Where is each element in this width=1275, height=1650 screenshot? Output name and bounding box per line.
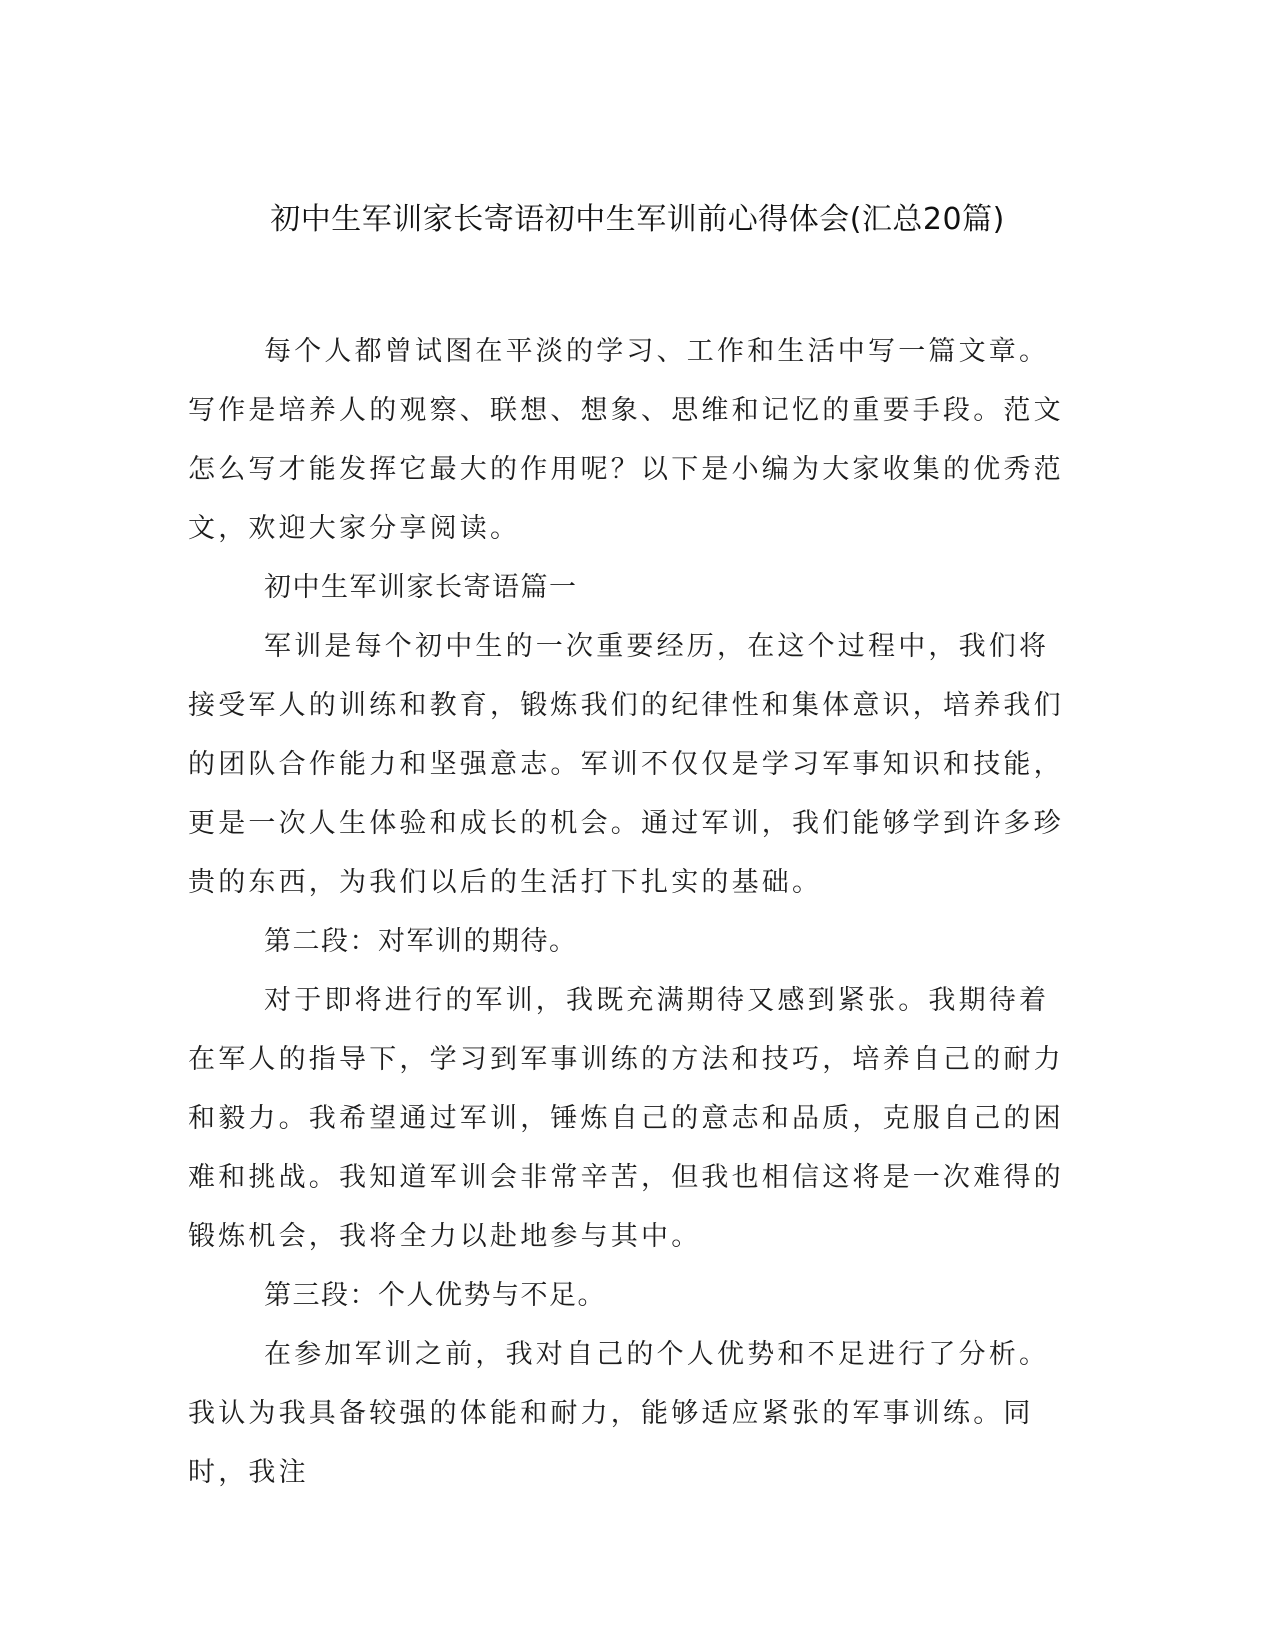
body-paragraph: 对于即将进行的军训，我既充满期待又感到紧张。我期待着在军人的指导下，学习到军事训练的方法和技巧，培养自己的耐力和毅力。我希望通过军训，锤炼自己的意志和品质，克服自己的困难和挑战。我知道军训会非常辛苦，但我也相信这将是一次难得的锻炼机会，我将全力以赴地参与其中。	[188, 985, 1064, 1252]
section-heading-second: 第二段：对军训的期待。	[264, 926, 578, 957]
document-title: 初中生军训家长寄语初中生军训前心得体会(汇总20篇)	[270, 202, 1005, 237]
intro-paragraph: 每个人都曾试图在平淡的学习、工作和生活中写一篇文章。写作是培养人的观察、联想、想象、思维和记忆的重要手段。范文怎么写才能发挥它最大的作用呢？以下是小编为大家收集的优秀范文，欢迎大家分享阅读。	[188, 336, 1064, 544]
body-paragraph: 在参加军训之前，我对自己的个人优势和不足进行了分析。我认为我具备较强的体能和耐力，能够适应紧张的军事训练。同时，我注	[188, 1339, 1050, 1488]
section-heading-third: 第三段：个人优势与不足。	[264, 1280, 606, 1311]
document-body	[188, 322, 1072, 1502]
body-paragraph: 军训是每个初中生的一次重要经历，在这个过程中，我们将接受军人的训练和教育，锻炼我们的纪律性和集体意识，培养我们的团队合作能力和坚强意志。军训不仅仅是学习军事知识和技能，更是一次人生体验和成长的机会。通过军训，我们能够学到许多珍贵的东西，为我们以后的生活打下扎实的基础。	[188, 631, 1064, 898]
section-heading-part-one: 初中生军训家长寄语篇一	[264, 572, 578, 603]
